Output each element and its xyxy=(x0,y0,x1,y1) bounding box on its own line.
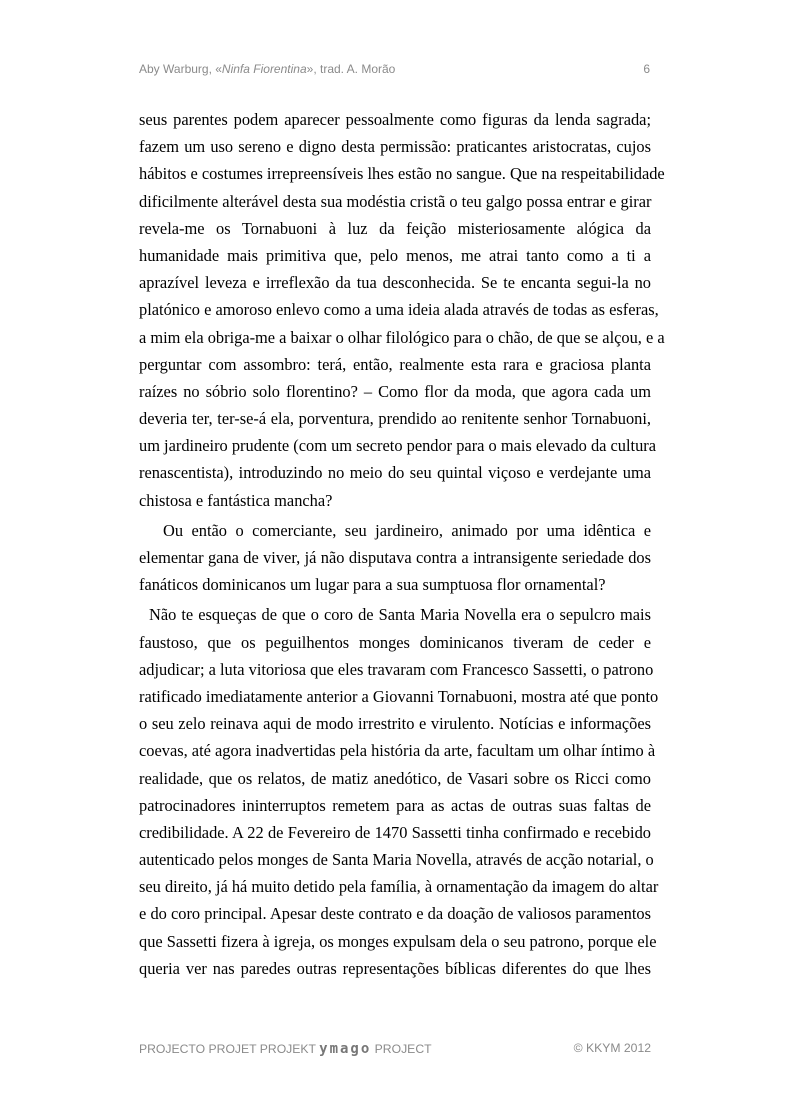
text-line: e do coro principal. Apesar deste contrato e da doação de valiosos paramentos xyxy=(139,904,651,924)
text-line: fazem um uso sereno e digno desta permissão: praticantes aristocratas, cujos xyxy=(139,137,651,157)
text-line: aprazível leveza e irreflexão da tua desconhecida. Se te encanta segui-la no xyxy=(139,273,651,293)
text-line: que Sassetti fizera à igreja, os monges expulsam dela o seu patrono, porque ele xyxy=(139,931,657,951)
text-line: fanáticos dominicanos um lugar para a sua sumptuosa flor ornamental? xyxy=(139,575,606,595)
running-title-work: Ninfa Fiorentina xyxy=(221,62,307,76)
text-line: raízes no sóbrio solo florentino? – Como flor da moda, que agora cada um xyxy=(139,381,651,401)
running-title-author: Aby Warburg, « xyxy=(139,62,222,76)
text-line: platónico e amoroso enlevo como a uma ideia alada através de todas as esferas, xyxy=(139,300,659,320)
text-line: adjudicar; a luta vitoriosa que eles travaram com Francesco Sassetti, o patrono xyxy=(139,659,654,679)
text-line: deveria ter, ter-se-á ela, porventura, prendido ao renitente senhor Tornabuoni, xyxy=(139,409,651,429)
text-line: dificilmente alterável desta sua modéstia cristã o teu galgo possa entrar e girar xyxy=(139,191,652,211)
text-line: realidade, que os relatos, de matiz anedótico, de Vasari sobre os Ricci como xyxy=(139,768,651,788)
text-line: a mim ela obriga-me a baixar o olhar filológico para o chão, de que se alçou, e a xyxy=(139,327,665,347)
text-line: autenticado pelos monges de Santa Maria Novella, através de acção notarial, o xyxy=(139,850,654,870)
text-line: o seu zelo reinava aqui de modo irrestrito e virulento. Notícias e informações xyxy=(139,714,651,734)
text-line: Não te esqueças de que o coro de Santa Maria Novella era o sepulcro mais xyxy=(149,605,651,625)
page-number: 6 xyxy=(643,62,650,76)
text-line: um jardineiro prudente (com um secreto pendor para o mais elevado da cultura xyxy=(139,436,657,456)
body-text xyxy=(139,106,665,982)
paragraph-1 xyxy=(139,106,665,514)
text-line: faustoso, que os peguilhentos monges dominicanos tiveram de ceder e xyxy=(139,632,651,652)
paragraph-2 xyxy=(139,517,651,599)
project-line xyxy=(139,1041,432,1057)
page-header xyxy=(139,62,650,82)
text-line: perguntar com assombro: terá, então, realmente esta rara e graciosa planta xyxy=(139,354,651,374)
ymago-logo: ymago xyxy=(319,1041,372,1057)
text-line: credibilidade. A 22 de Fevereiro de 1470 Sassetti tinha confirmado e recebido xyxy=(139,822,651,842)
project-prefix: PROJECTO PROJET PROJEKT xyxy=(139,1042,320,1056)
text-line: hábitos e costumes irrepreensíveis lhes estão no sangue. Que na respeitabilidade xyxy=(139,164,665,184)
text-line: chistosa e fantástica mancha? xyxy=(139,490,333,510)
text-line: renascentista), introduzindo no meio do seu quintal viçoso e verdejante uma xyxy=(139,463,651,483)
copyright: © KKYM 2012 xyxy=(573,1041,651,1055)
text-line: coevas, até agora inadvertidas pela história da arte, facultam um olhar íntimo à xyxy=(139,741,656,761)
text-line: queria ver nas paredes outras representações bíblicas diferentes do que lhes xyxy=(139,958,651,978)
text-line: ratificado imediatamente anterior a Giovanni Tornabuoni, mostra até que ponto xyxy=(139,686,659,706)
text-line: seus parentes podem aparecer pessoalmente como figuras da lenda sagrada; xyxy=(139,110,651,129)
project-suffix: PROJECT xyxy=(371,1042,432,1056)
running-title-translator: », trad. A. Morão xyxy=(306,62,396,76)
page-footer xyxy=(139,1041,651,1061)
text-line: elementar gana de viver, já não disputava contra a intransigente seriedade dos xyxy=(139,548,651,567)
text-line: humanidade mais primitiva que, pelo menos, me atrai tanto como a ti a xyxy=(139,245,651,265)
text-line: patrocinadores ininterruptos remetem para as actas de outras suas faltas de xyxy=(139,795,651,815)
running-title xyxy=(139,62,395,76)
paragraph-3 xyxy=(139,601,659,982)
text-line: Ou então o comerciante, seu jardineiro, animado por uma idêntica e xyxy=(163,520,651,540)
text-line: revela-me os Tornabuoni à luz da feição misteriosamente alógica da xyxy=(139,218,651,238)
text-line: seu direito, já há muito detido pela família, à ornamentação da imagem do altar xyxy=(139,877,659,897)
